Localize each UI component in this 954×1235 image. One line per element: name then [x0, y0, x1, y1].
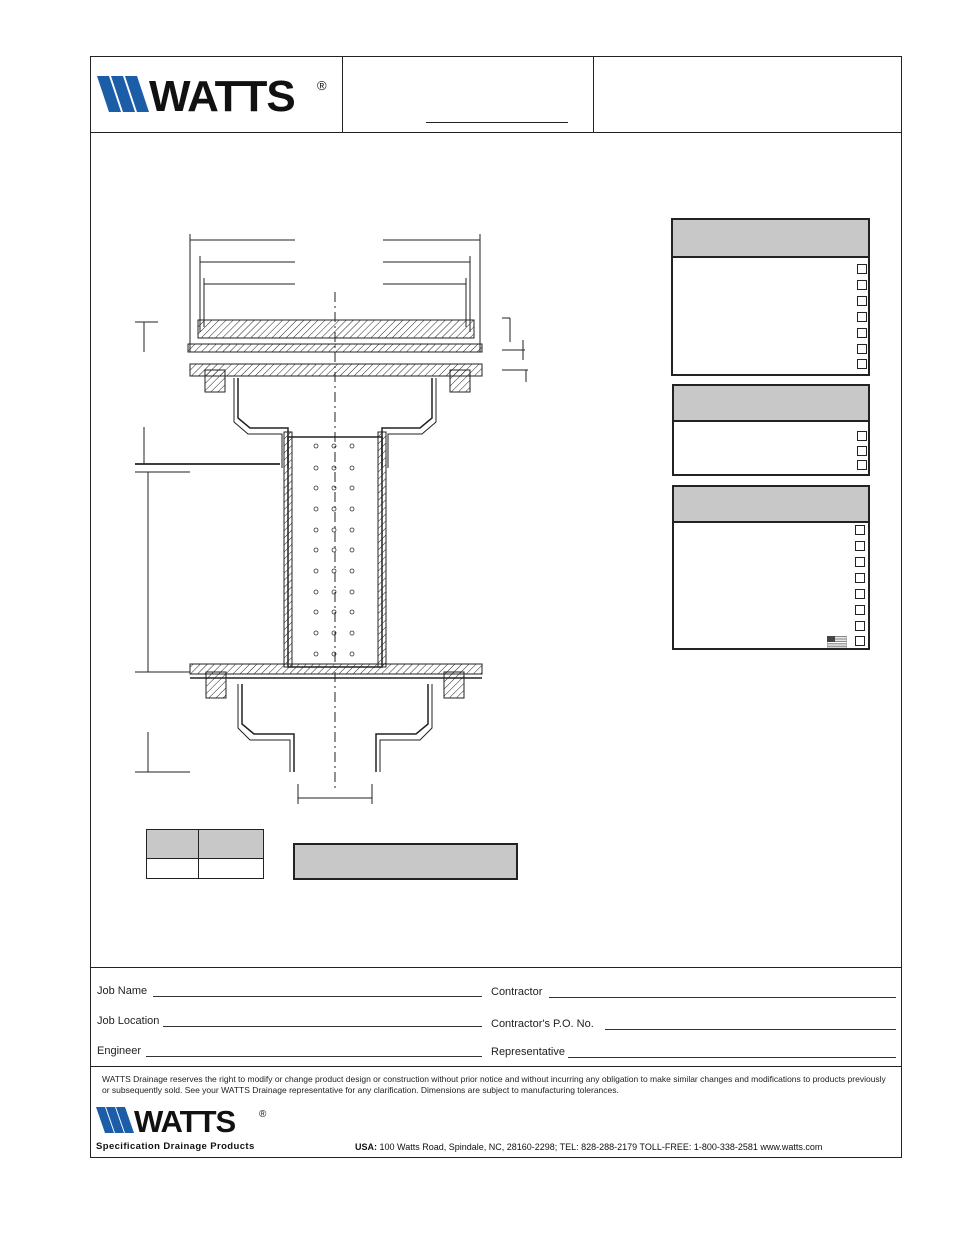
option-3-checkbox-3[interactable]: [855, 557, 865, 567]
footer-logo-text: WATTS: [134, 1104, 236, 1136]
dimension-table-cell-1: [147, 859, 199, 879]
option-3-checkbox-7[interactable]: [855, 621, 865, 631]
dimension-table-header-2: [199, 830, 264, 859]
option-1-checkbox-6[interactable]: [857, 344, 867, 354]
header-divider-1: [342, 56, 343, 133]
job-location-label: Job Location: [97, 1015, 160, 1027]
option-3-checkbox-1[interactable]: [855, 525, 865, 535]
engineer-field[interactable]: [146, 1056, 482, 1057]
option-box-2-header: [674, 386, 868, 422]
option-1-checkbox-7[interactable]: [857, 359, 867, 369]
option-3-checkbox-5[interactable]: [855, 589, 865, 599]
contractor-po-field[interactable]: [605, 1029, 896, 1030]
option-3-checkbox-6[interactable]: [855, 605, 865, 615]
option-2-checkbox-3[interactable]: [857, 460, 867, 470]
dimension-table-cell-2: [199, 859, 264, 879]
job-form-top-rule: [90, 967, 902, 968]
option-1-checkbox-3[interactable]: [857, 296, 867, 306]
option-1-checkbox-5[interactable]: [857, 328, 867, 338]
contractor-field[interactable]: [549, 997, 896, 998]
footer-watts-logo: [96, 1104, 271, 1136]
watts-logo-waves-icon: [97, 76, 149, 112]
option-3-checkbox-4[interactable]: [855, 573, 865, 583]
disclaimer-top-rule: [90, 1066, 902, 1067]
option-1-checkbox-2[interactable]: [857, 280, 867, 290]
usa-flag-icon: [827, 635, 847, 647]
option-1-checkbox-4[interactable]: [857, 312, 867, 322]
option-box-1-header: [673, 220, 868, 258]
job-location-field[interactable]: [163, 1026, 482, 1027]
footer-country: USA:: [355, 1142, 377, 1152]
info-banner-box: [293, 843, 518, 880]
watts-logo-mark: ®: [317, 78, 327, 93]
option-3-checkbox-8[interactable]: [855, 636, 865, 646]
engineer-label: Engineer: [97, 1045, 142, 1057]
contractor-po-label: Contractor's P.O. No.: [491, 1018, 594, 1030]
footer-logo-mark: ®: [259, 1109, 267, 1120]
header-divider-2: [593, 56, 594, 133]
representative-label: Representative: [491, 1046, 565, 1058]
contractor-label: Contractor: [491, 986, 543, 998]
footer-logo-waves-icon: [96, 1107, 134, 1133]
option-box-2: [672, 384, 870, 476]
representative-field[interactable]: [568, 1057, 896, 1058]
footer-address: 100 Watts Road, Spindale, NC, 28160-2298; TEL: 828-288-2179 TOLL-FREE: 1-800-338-2581 www.watts.com: [379, 1142, 823, 1152]
watts-logo-text: WATTS: [149, 72, 295, 116]
job-name-label: Job Name: [97, 985, 148, 997]
option-2-checkbox-2[interactable]: [857, 446, 867, 456]
model-number-underline: [426, 122, 568, 123]
option-1-checkbox-1[interactable]: [857, 264, 867, 274]
drain-technical-drawing: [130, 232, 540, 812]
dimension-table-header-1: [147, 830, 199, 859]
option-3-checkbox-2[interactable]: [855, 541, 865, 551]
option-box-1: [671, 218, 870, 376]
disclaimer-text: WATTS Drainage reserves the right to modify or change product design or construction without prior notice and without incurring any obligation to make similar changes and modifications to products previously or subsequently sold. See your WATTS Drainage representative for any clarification. Dimensions are subject to manufacturing tolerances.: [102, 1074, 886, 1095]
watts-logo: [97, 72, 332, 116]
option-box-3-header: [674, 487, 868, 523]
header-bottom-rule: [90, 132, 902, 133]
option-box-3: [672, 485, 870, 650]
job-name-field[interactable]: [153, 996, 482, 997]
option-2-checkbox-1[interactable]: [857, 431, 867, 441]
footer-contact: [355, 1142, 822, 1152]
dimension-table: [146, 829, 264, 879]
footer-tagline: Specification Drainage Products: [96, 1141, 255, 1152]
